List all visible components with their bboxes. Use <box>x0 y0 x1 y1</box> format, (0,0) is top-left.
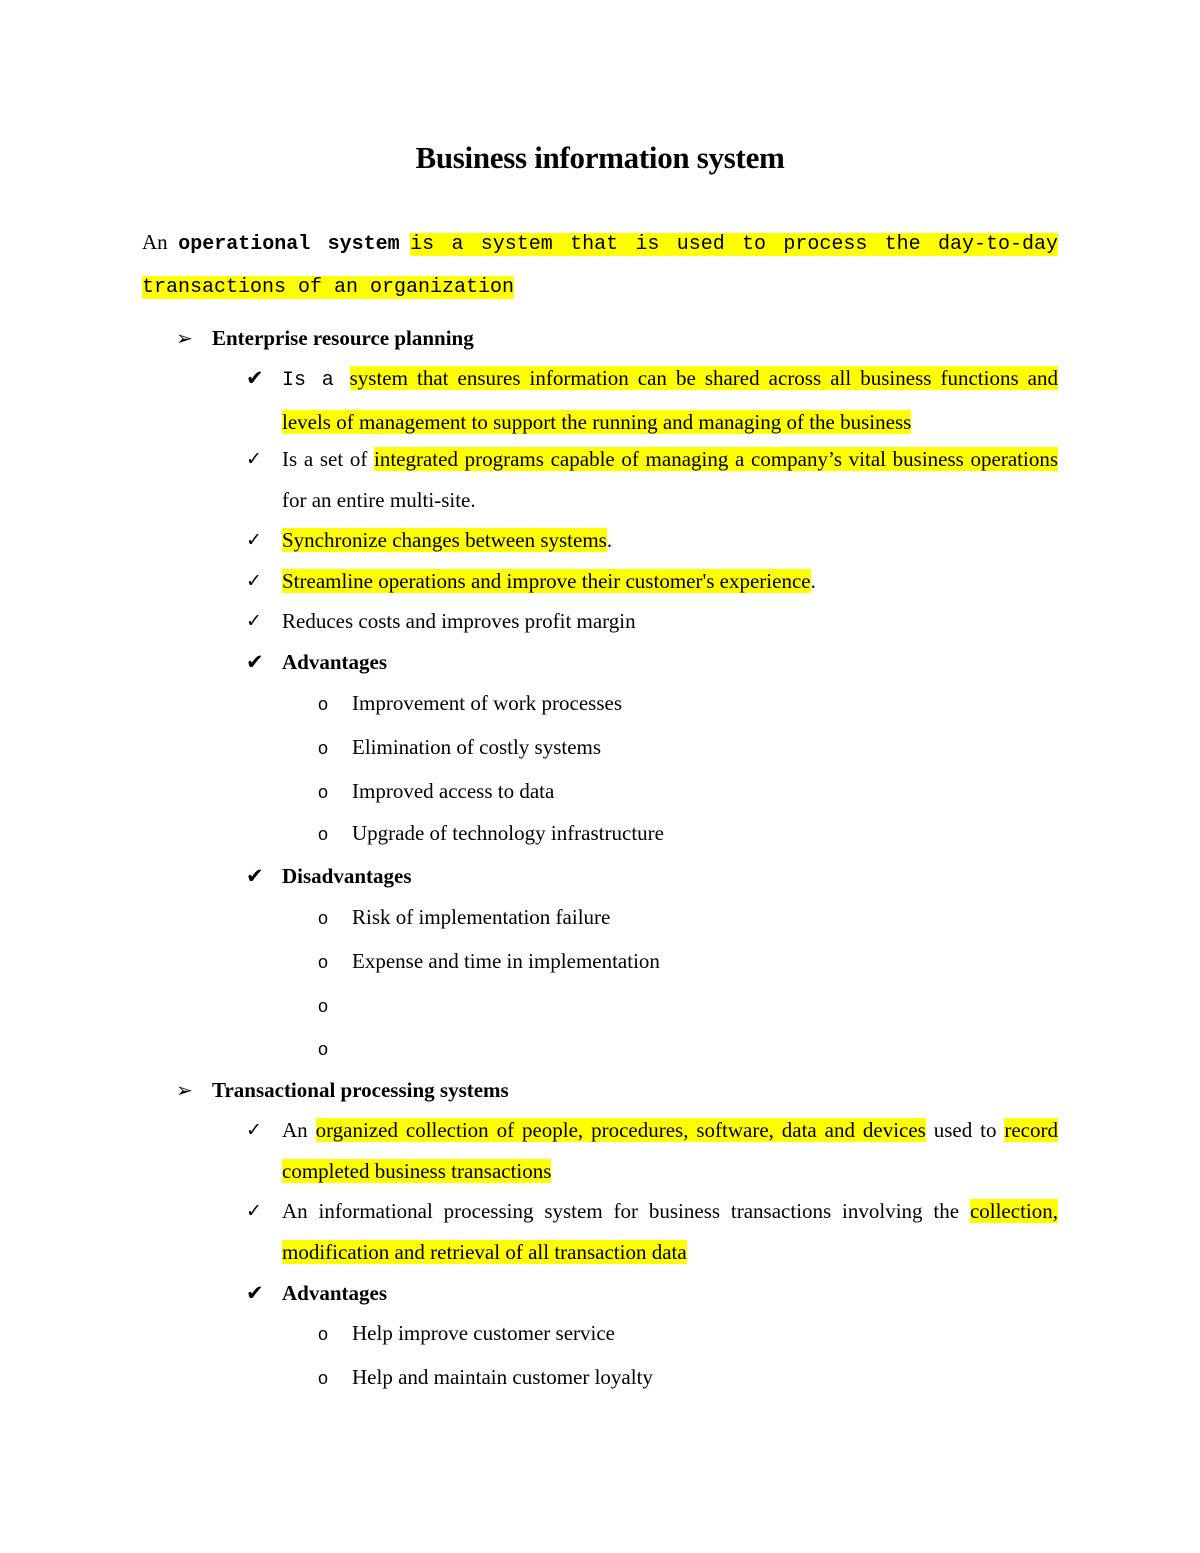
erp-item-2: ✓ Is a set of integrated programs capable of managing a company’s vital business operations for an entire multi-site. <box>246 439 1058 520</box>
circle-bullet-icon: o <box>318 824 329 844</box>
section-tps-title: Transactional processing systems <box>212 1078 509 1102</box>
check-icon: ✔ <box>246 1281 264 1305</box>
list-item: o Expense and time in implementation <box>318 945 660 977</box>
tps-advantages-label: Advantages <box>282 1281 388 1305</box>
intro-bold-term: operational system <box>178 233 400 256</box>
erp-item-1: ✔ Is a system that ensures information can be shared across all business functions and levels of management to support the running and managing of the business <box>246 358 1058 442</box>
list-item: o Elimination of costly systems <box>318 731 601 763</box>
list-item <box>318 1032 352 1064</box>
tps-item-1: ✓ An organized collection of people, procedures, software, data and devices used to record completed business transactions <box>246 1110 1058 1191</box>
erp-item-1-highlight: system that ensures information can be shared across all business functions and levels of management to support the running and managing of the business <box>282 366 1058 434</box>
list-item: o Improved access to data <box>318 775 554 807</box>
erp-item-3-highlight: Synchronize changes between systems <box>282 528 607 552</box>
section-erp-title: Enterprise resource planning <box>212 326 474 350</box>
circle-bullet-icon: o <box>318 1039 329 1059</box>
erp-item-3: ✓ Synchronize changes between systems. <box>246 520 1058 561</box>
intro-paragraph <box>142 222 1058 308</box>
check-icon: ✓ <box>246 448 262 470</box>
check-icon: ✔ <box>246 366 264 390</box>
tps-advantages-heading <box>246 1273 1058 1314</box>
circle-bullet-icon: o <box>318 908 329 928</box>
section-tps-heading <box>176 1074 509 1106</box>
check-icon: ✔ <box>246 864 264 888</box>
circle-bullet-icon: o <box>318 1324 329 1344</box>
list-item: o Improvement of work processes <box>318 687 622 719</box>
check-icon: ✓ <box>246 610 262 632</box>
erp-disadvantages-heading <box>246 856 1058 897</box>
intro-highlight: is a system that is used to process the day-to-day transactions of an organization <box>142 233 1058 299</box>
list-item: o Risk of implementation failure <box>318 901 610 933</box>
list-item: o Help improve customer service <box>318 1317 615 1349</box>
erp-advantages-heading <box>246 642 1058 683</box>
erp-item-4: ✓ Streamline operations and improve their customer's experience. <box>246 561 1058 602</box>
tps-item-1-highlight-2: record completed business transactions <box>282 1118 1058 1183</box>
arrow-bullet-icon: ➢ <box>176 326 193 350</box>
erp-item-5: ✓ Reduces costs and improves profit margin <box>246 601 1058 642</box>
erp-disadvantages-label: Disadvantages <box>282 864 412 888</box>
circle-bullet-icon: o <box>318 996 329 1016</box>
circle-bullet-icon: o <box>318 738 329 758</box>
circle-bullet-icon: o <box>318 782 329 802</box>
check-icon: ✓ <box>246 1200 262 1222</box>
check-icon: ✔ <box>246 650 264 674</box>
check-icon: ✓ <box>246 1119 262 1141</box>
intro-prefix: An <box>142 230 179 254</box>
list-item: o Upgrade of technology infrastructure <box>318 817 664 849</box>
list-item: o Help and maintain customer loyalty <box>318 1361 653 1393</box>
tps-item-1-highlight: organized collection of people, procedures, software, data and devices <box>315 1118 926 1142</box>
circle-bullet-icon: o <box>318 952 329 972</box>
circle-bullet-icon: o <box>318 1368 329 1388</box>
erp-item-4-highlight: Streamline operations and improve their customer's experience <box>282 569 811 593</box>
list-item <box>318 989 352 1021</box>
document-title: Business information system <box>415 140 785 175</box>
check-icon: ✓ <box>246 529 262 551</box>
arrow-bullet-icon: ➢ <box>176 1078 193 1102</box>
erp-advantages-label: Advantages <box>282 650 388 674</box>
tps-item-2: ✓ An informational processing system for business transactions involving the collection, modification and retrieval of all transaction data <box>246 1191 1058 1272</box>
erp-item-2-highlight: integrated programs capable of managing a company’s vital business operations <box>374 447 1058 471</box>
check-icon: ✓ <box>246 570 262 592</box>
circle-bullet-icon: o <box>318 694 329 714</box>
section-erp-heading <box>176 322 474 354</box>
tps-item-2-highlight: collection, modification and retrieval of all transaction data <box>282 1199 1058 1264</box>
